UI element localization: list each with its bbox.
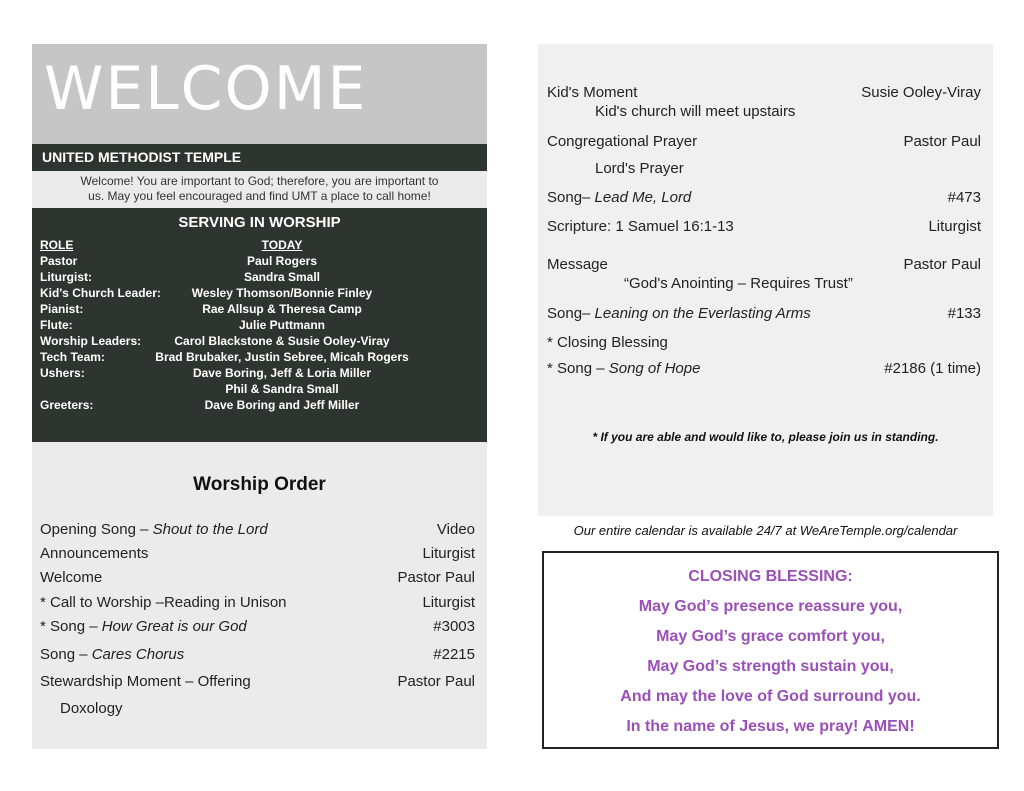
- order-item-value: Pastor Paul: [903, 256, 981, 273]
- serving-person: Julie Puttmann: [238, 318, 325, 332]
- welcome-banner: [32, 44, 487, 144]
- order-item-title: [40, 594, 287, 611]
- order-item-title: [40, 646, 184, 663]
- order-item: [40, 673, 475, 695]
- order-item-prefix: * Song –: [40, 618, 102, 635]
- order-item: [547, 84, 981, 104]
- serving-person: Brad Brubaker, Justin Sebree, Micah Rogers: [155, 350, 409, 364]
- order-item-title: [40, 673, 251, 690]
- welcome-message-line: Welcome! You are important to God; therefore, you are important to: [80, 174, 439, 188]
- welcome-title: WELCOME: [44, 54, 368, 124]
- order-item-title: [40, 569, 102, 586]
- order-item-value: #133: [947, 305, 981, 322]
- calendar-note: Our entire calendar is available 24/7 at WeAreTemple.org/calendar: [573, 523, 958, 538]
- order-item-prefix: Song–: [547, 189, 595, 206]
- order-item: [547, 218, 981, 238]
- order-item: [547, 189, 981, 209]
- serving-person: Sandra Small: [243, 270, 321, 284]
- order-item-title: [40, 521, 268, 538]
- serving-title: SERVING IN WORSHIP: [178, 214, 341, 231]
- serving-role: Worship Leaders:: [40, 334, 142, 348]
- serving-role: Ushers:: [40, 366, 85, 380]
- blessing-title: CLOSING BLESSING:: [688, 568, 853, 585]
- order-item: [40, 521, 475, 543]
- serving-person: Dave Boring and Jeff Miller: [204, 398, 360, 412]
- order-item-title: Kid's Moment: [547, 84, 638, 101]
- order-item: [40, 618, 475, 640]
- serving-role: Pastor: [40, 254, 78, 268]
- order-item-prefix: Stewardship Moment – Offering: [40, 673, 251, 690]
- order-item-prefix: Song –: [40, 646, 92, 663]
- order-item-title: * Closing Blessing: [547, 334, 668, 351]
- order-item: [40, 569, 475, 591]
- order-item-value: #2186 (1 time): [884, 360, 981, 377]
- church-name-bar: UNITED METHODIST TEMPLE: [32, 144, 487, 171]
- serving-role: Flute:: [40, 318, 73, 332]
- role-header: ROLE: [40, 238, 74, 252]
- order-item-title: [547, 305, 811, 322]
- order-item-value: Susie Ooley-Viray: [861, 84, 981, 101]
- order-item-value: Pastor Paul: [397, 569, 475, 586]
- order-item-sub: Kid's church will meet upstairs: [595, 103, 796, 120]
- right-page: [538, 44, 993, 516]
- blessing-line: And may the love of God surround you.: [620, 688, 921, 705]
- welcome-message-line: us. May you feel encouraged and find UMT a place to call home!: [88, 189, 431, 203]
- order-item-sub: Lord's Prayer: [595, 160, 684, 177]
- doxology-line: [60, 700, 495, 722]
- order-item-title: [547, 360, 700, 377]
- order-item: [547, 133, 981, 153]
- order-item-italic: Shout to the Lord: [152, 521, 268, 538]
- order-item-prefix: * Call to Worship –Reading in Unison: [40, 594, 287, 611]
- blessing-line: May God’s strength sustain you,: [647, 658, 894, 675]
- serving-person: Phil & Sandra Small: [225, 382, 339, 396]
- worship-order-title: Worship Order: [193, 474, 326, 495]
- serving-row: [32, 302, 487, 318]
- order-item-prefix: Announcements: [40, 545, 149, 562]
- serving-row: [32, 334, 487, 350]
- doxology-label: Doxology: [60, 700, 123, 717]
- welcome-message: [32, 174, 487, 204]
- order-item-value: #2215: [433, 646, 475, 663]
- order-item-prefix: * Song –: [547, 360, 609, 377]
- order-item-italic: How Great is our God: [101, 618, 247, 635]
- standing-note: * If you are able and would like to, please join us in standing.: [592, 430, 939, 444]
- left-page: [32, 44, 487, 749]
- serving-row: [32, 270, 487, 286]
- order-item: [547, 334, 981, 354]
- order-item-italic: Song of Hope: [608, 360, 701, 377]
- serving-role: Greeters:: [40, 398, 94, 412]
- blessing-line: May God’s grace comfort you,: [656, 628, 885, 645]
- serving-header-row: [32, 238, 487, 254]
- serving-role: Pianist:: [40, 302, 84, 316]
- order-item-value: Pastor Paul: [397, 673, 475, 690]
- serving-person: Paul Rogers: [246, 254, 318, 268]
- order-item: [547, 256, 981, 276]
- serving-role: Kid's Church Leader:: [40, 286, 161, 300]
- serving-row: [32, 286, 487, 302]
- serving-person: Wesley Thomson/Bonnie Finley: [191, 286, 373, 300]
- order-item-italic: Lead Me, Lord: [594, 189, 692, 206]
- message-title: “God's Anointing – Requires Trust”: [624, 275, 853, 292]
- serving-row: [32, 318, 487, 334]
- blessing-line: May God’s presence reassure you,: [638, 598, 903, 615]
- serving-row: [32, 398, 487, 414]
- order-item-title: [40, 545, 148, 562]
- order-item-prefix: Opening Song –: [40, 521, 153, 538]
- order-item-title: Congregational Prayer: [547, 133, 698, 150]
- order-item-italic: Leaning on the Everlasting Arms: [594, 305, 811, 322]
- serving-row: [32, 366, 487, 382]
- order-item: [40, 594, 475, 616]
- serving-row: [32, 350, 487, 366]
- serving-row: [32, 382, 487, 398]
- order-item-value: #473: [947, 189, 981, 206]
- order-item: [40, 646, 475, 668]
- order-item-title: Message: [547, 256, 608, 273]
- order-item-prefix: Song–: [547, 305, 595, 322]
- order-item: [40, 545, 475, 567]
- order-item-value: Liturgist: [422, 594, 475, 611]
- serving-in-worship-box: [32, 208, 487, 442]
- order-item-title: Scripture: 1 Samuel 16:1-13: [547, 218, 734, 235]
- blessing-line: In the name of Jesus, we pray! AMEN!: [626, 718, 915, 735]
- order-item-value: #3003: [433, 618, 475, 635]
- order-item-value: Pastor Paul: [903, 133, 981, 150]
- order-item-title: [40, 618, 247, 635]
- serving-row: [32, 254, 487, 270]
- closing-blessing-box: [542, 551, 999, 749]
- serving-role: Tech Team:: [40, 350, 105, 364]
- order-item-title: [547, 189, 691, 206]
- serving-person: Dave Boring, Jeff & Loria Miller: [192, 366, 372, 380]
- today-header: TODAY: [261, 238, 303, 252]
- order-item-value: Liturgist: [928, 218, 981, 235]
- order-item-value: Video: [436, 521, 475, 538]
- order-item: [547, 360, 981, 380]
- serving-person: Rae Allsup & Theresa Camp: [202, 302, 362, 316]
- order-item-prefix: Welcome: [40, 569, 103, 586]
- order-item-italic: Cares Chorus: [91, 646, 185, 663]
- order-item: [547, 305, 981, 325]
- serving-role: Liturgist:: [40, 270, 92, 284]
- order-item-value: Liturgist: [422, 545, 475, 562]
- serving-person: Carol Blackstone & Susie Ooley-Viray: [174, 334, 390, 348]
